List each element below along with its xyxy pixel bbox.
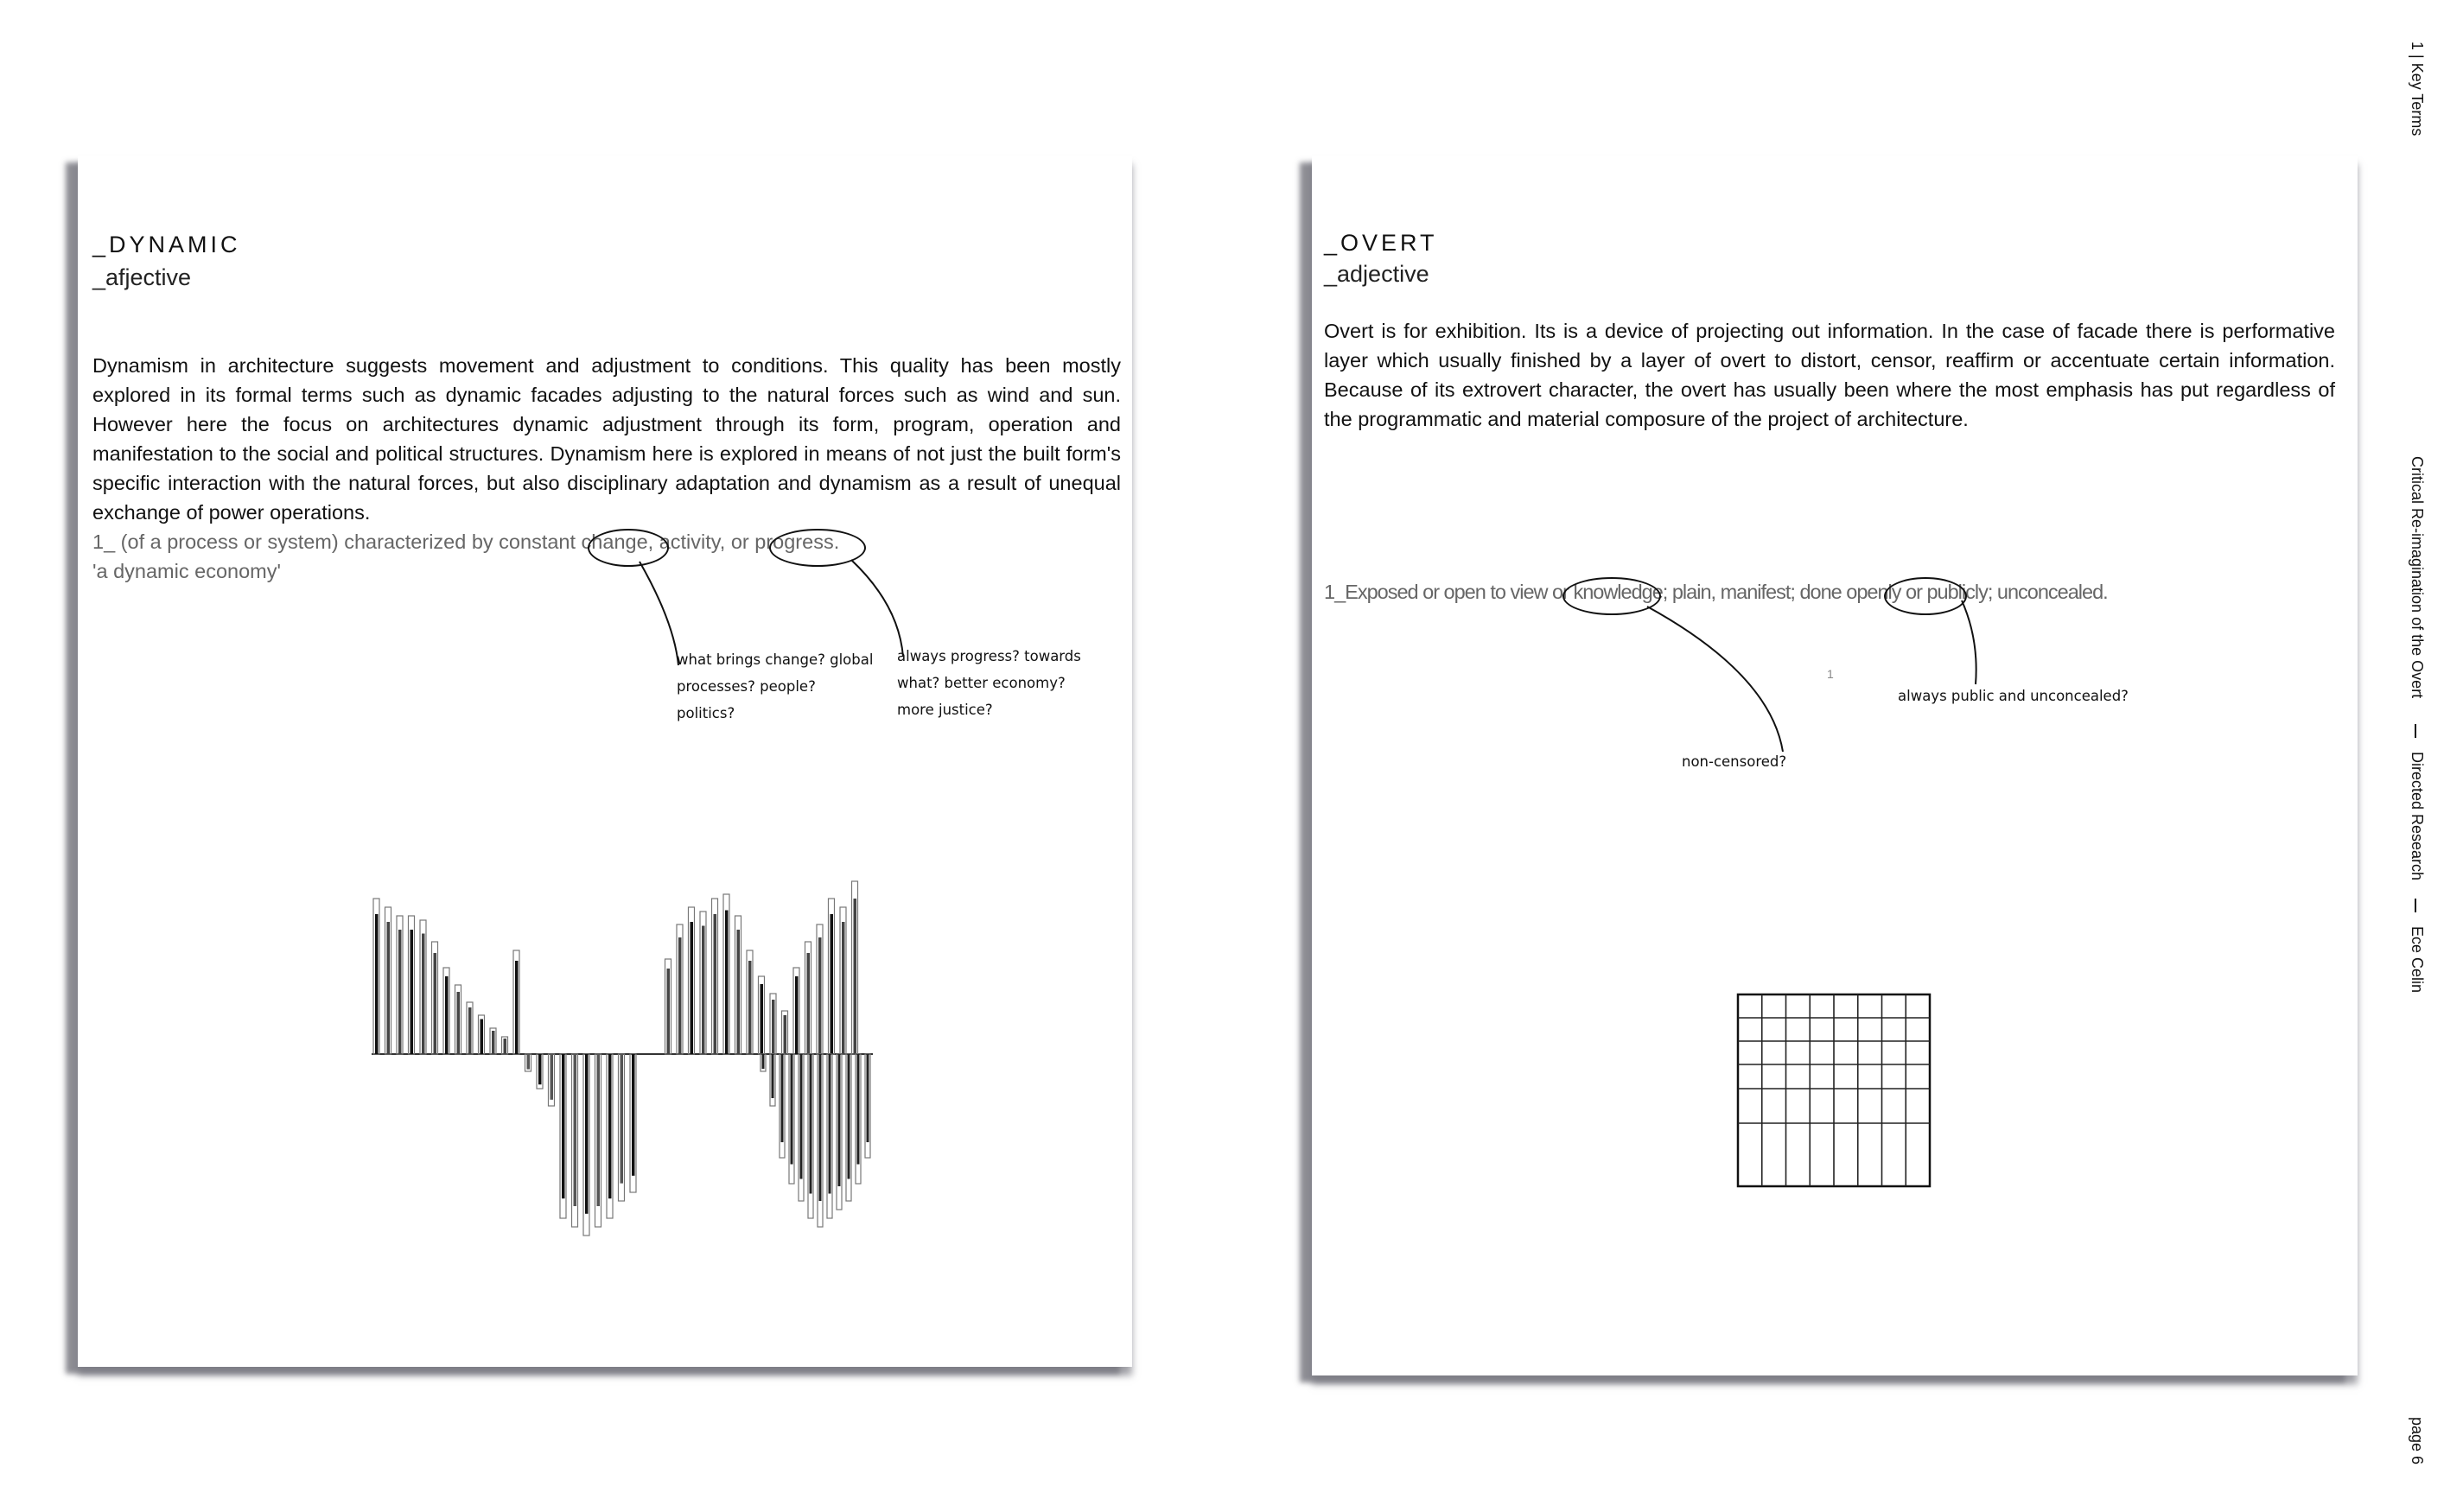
dynamic-definition: 1_ (of a process or system) characterized by constant change, activity, or progress. [92, 530, 840, 553]
diagram-bar [538, 1054, 542, 1084]
diagram-bar [772, 1000, 775, 1054]
diagram-bar [748, 961, 752, 1054]
diagram-bar [831, 914, 834, 1054]
diagram-bar [854, 899, 857, 1054]
diagram-bar [457, 992, 461, 1054]
dynamic-example: 'a dynamic economy' [92, 560, 281, 582]
diagram-bar [608, 1054, 612, 1198]
annotation-leaders-right [1312, 156, 2358, 1375]
diagram-bar [702, 926, 705, 1055]
diagram-bar [838, 1054, 841, 1186]
diagram-bar [515, 961, 519, 1054]
diagram-bar [574, 1054, 577, 1206]
divider [2415, 899, 2416, 912]
diagram-bar [375, 914, 379, 1054]
diagram-bar [761, 984, 764, 1054]
dynamic-bar-diagram [372, 881, 890, 1261]
diagram-bar [387, 922, 391, 1054]
diagram-bar [795, 976, 799, 1054]
diagram-bar [867, 1054, 869, 1142]
divider [2415, 724, 2416, 738]
diagram-bar [504, 1039, 507, 1054]
diagram-bar [621, 1054, 624, 1184]
diagram-bar [667, 969, 671, 1054]
diagram-bar [762, 1054, 765, 1069]
part-of-speech-overt: _adjective [1324, 261, 1429, 287]
note-change: what brings change? global processes? people? politics? [677, 651, 874, 721]
part-of-speech-dynamic: _afjective [92, 264, 192, 290]
side-project-title: Critical Re-imagination of the Overt [2409, 456, 2426, 699]
stray-mark: 1 [1827, 667, 1834, 681]
note-publicly: always public and unconcealed? [1898, 688, 2129, 704]
side-section-label: 1 | Key Terms [2409, 41, 2426, 137]
diagram-bar [725, 911, 729, 1055]
side-author: Ece Celin [2409, 926, 2426, 994]
diagram-bar [829, 1054, 831, 1194]
diagram-bar [791, 1054, 793, 1165]
diagram-bar [800, 1054, 803, 1179]
diagram-bar [422, 934, 425, 1055]
diagram-bar [819, 1054, 822, 1201]
diagram-bar [551, 1054, 554, 1100]
overt-grid-diagram [1737, 994, 1932, 1189]
diagram-bar [848, 1054, 850, 1179]
diagram-bar [807, 953, 811, 1054]
diagram-bar [857, 1054, 860, 1165]
diagram-bar [597, 1054, 601, 1206]
dynamic-description: Dynamism in architecture suggests movement and adjustment to conditions. This quality has been mostly explored in its formal terms such as dynamic facades adjusting to the natural forces such as wind and sun. However here the focus on architectures dynamic adjustment through its form, program, operation and manifestation to the social and political structures. Dynamism here is explored in means of not just the built form's specific interaction with the natural forces, but also disciplinary adaptation and dynamism as a result of unequal exchange of power operations. [92, 354, 1121, 524]
note-knowledge: non-censored? [1682, 753, 1787, 770]
diagram-bar [737, 930, 741, 1054]
diagram-bar [398, 930, 402, 1054]
diagram-bar [468, 1007, 472, 1054]
right-page-card [1312, 156, 2358, 1375]
diagram-bar [784, 1015, 787, 1054]
left-page-card [78, 156, 1132, 1367]
side-page-number: page 6 [2409, 1417, 2426, 1465]
diagram-bar [527, 1054, 531, 1070]
diagram-bar [492, 1031, 495, 1054]
diagram-bar [781, 1054, 784, 1142]
diagram-bar [714, 914, 717, 1054]
diagram-bar [678, 937, 682, 1054]
diagram-bar [481, 1020, 484, 1055]
term-title-overt: _OVERT [1324, 230, 1438, 256]
diagram-bar [818, 937, 822, 1054]
diagram-bar [434, 953, 437, 1054]
side-course: Directed Research [2409, 752, 2426, 881]
diagram-bar [842, 922, 845, 1054]
diagram-bar [585, 1054, 589, 1214]
diagram-bar [810, 1054, 812, 1194]
diagram-bar [562, 1054, 565, 1198]
diagram-bar [410, 930, 414, 1054]
note-progress: always progress? towards what? better economy? more justice? [897, 648, 1081, 718]
diagram-bar [691, 922, 694, 1054]
diagram-bar [772, 1054, 774, 1098]
diagram-bar [632, 1054, 635, 1176]
diagram-bar [445, 976, 449, 1054]
term-title-dynamic: _DYNAMIC [92, 232, 241, 257]
overt-definition: 1_Exposed or open to view or knowledge; plain, manifest; done openly or publicly; unconcealed. [1324, 581, 2108, 603]
overt-description: Overt is for exhibition. Its is a device of projecting out information. In the case of facade there is performative layer which usually finished by a layer of overt to distort, censor, reaffirm or accentuate certain information. Because of its extrovert character, the overt has usually been where the most emphasis has put regardless of the programmatic and material composure of the project of architecture. [1324, 320, 2335, 430]
